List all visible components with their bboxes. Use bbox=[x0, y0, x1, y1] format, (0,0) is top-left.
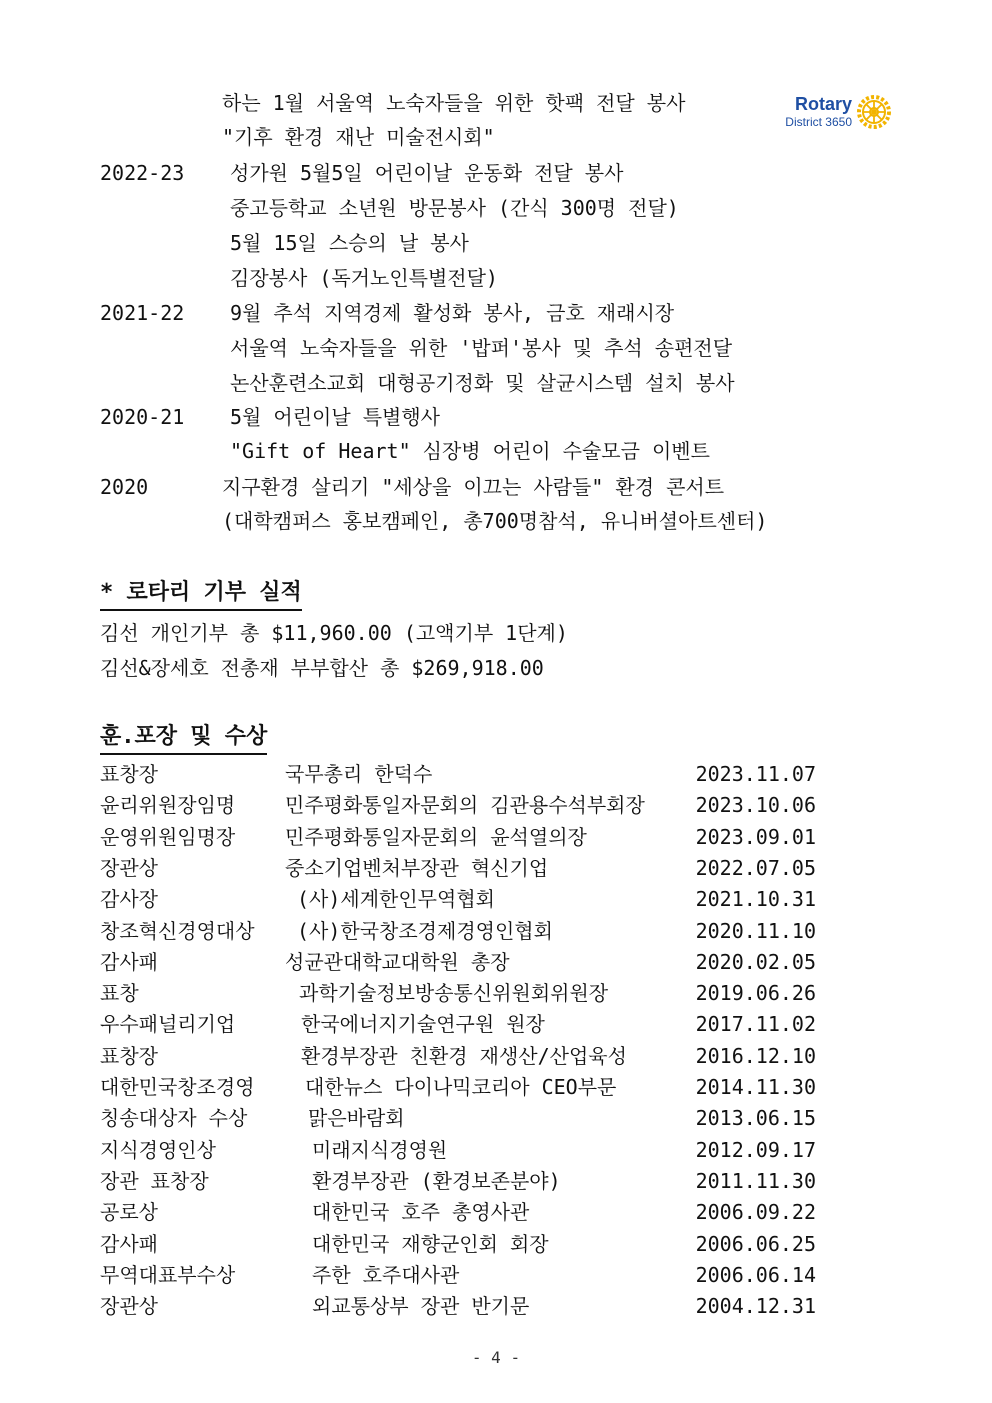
award-title: 장관상 bbox=[100, 855, 158, 880]
award-title: 윤리위원장임명 bbox=[100, 793, 236, 818]
award-row bbox=[100, 1198, 820, 1226]
award-organization: (사)한국창조경제경영인협회 bbox=[297, 918, 553, 943]
award-title: 장관 표창장 bbox=[100, 1168, 209, 1193]
service-line: 하는 1월 서울역 노숙자들을 위한 핫팩 전달 봉사 bbox=[222, 91, 686, 115]
donation-heading: * 로타리 기부 실적 bbox=[100, 578, 302, 611]
award-row bbox=[100, 1230, 820, 1258]
award-date: 2012.09.17 bbox=[695, 1137, 816, 1162]
award-row bbox=[100, 1010, 820, 1038]
award-title: 표창장 bbox=[100, 1043, 158, 1068]
service-year: 2020-21 bbox=[100, 405, 185, 429]
rotary-logo bbox=[780, 92, 892, 136]
award-organization: (사)세계한인무역협회 bbox=[297, 887, 495, 912]
award-organization: 환경부장관 (환경보존분야) bbox=[312, 1168, 561, 1193]
award-date: 2020.11.10 bbox=[695, 918, 816, 943]
award-date: 2020.02.05 bbox=[695, 949, 816, 974]
logo-text bbox=[780, 94, 852, 129]
service-line: 9월 추석 지역경제 활성화 봉사, 금호 재래시장 bbox=[230, 301, 675, 325]
service-line: 김장봉사 (독거노인특별전달) bbox=[230, 266, 498, 290]
award-row bbox=[100, 1136, 820, 1164]
award-organization: 한국에너지기술연구원 원장 bbox=[301, 1012, 545, 1037]
award-title: 우수패널리기업 bbox=[100, 1012, 236, 1037]
award-title: 무역대표부수상 bbox=[100, 1262, 236, 1287]
page-number: - 4 - bbox=[471, 1348, 521, 1367]
award-title: 창조혁신경영대상 bbox=[100, 918, 255, 943]
award-row bbox=[100, 885, 820, 913]
award-title: 장관상 bbox=[100, 1294, 158, 1319]
award-title: 공로상 bbox=[100, 1200, 158, 1225]
award-organization: 민주평화통일자문회의 윤석열의장 bbox=[285, 824, 587, 849]
award-date: 2019.06.26 bbox=[695, 981, 816, 1006]
award-title: 표창장 bbox=[100, 762, 158, 786]
service-line: "기후 환경 재난 미술전시회" bbox=[222, 125, 495, 149]
award-organization: 미래지식경영원 bbox=[312, 1137, 448, 1162]
award-date: 2023.10.06 bbox=[695, 793, 816, 818]
service-line: 지구환경 살리기 "세상을 이끄는 사람들" 환경 콘서트 bbox=[222, 475, 725, 499]
awards-heading: 훈.포장 및 수상 bbox=[100, 722, 267, 755]
rotary-wheel-icon bbox=[856, 94, 892, 130]
award-date: 2023.09.01 bbox=[695, 824, 816, 849]
award-row bbox=[100, 1104, 820, 1132]
award-row bbox=[100, 917, 820, 945]
award-organization: 대한뉴스 다이나믹코리아 CEO부문 bbox=[305, 1075, 617, 1099]
award-row bbox=[100, 1167, 820, 1195]
award-organization: 대한민국 재향군인회 회장 bbox=[312, 1231, 549, 1256]
service-year: 2021-22 bbox=[100, 301, 185, 325]
award-title: 감사패 bbox=[100, 1231, 158, 1256]
award-organization: 맑은바람회 bbox=[308, 1106, 405, 1131]
service-line: 서울역 노숙자들을 위한 '밥퍼'봉사 및 추석 송편전달 bbox=[230, 336, 733, 360]
award-row bbox=[100, 948, 820, 976]
logo-subtitle: District 3650 bbox=[785, 115, 852, 129]
award-date: 2006.06.14 bbox=[695, 1262, 816, 1287]
award-title: 지식경영인상 bbox=[100, 1137, 216, 1162]
award-organization: 대한민국 호주 총영사관 bbox=[312, 1200, 530, 1225]
award-date: 2016.12.10 bbox=[695, 1043, 816, 1068]
award-organization: 성균관대학교대학원 총장 bbox=[285, 949, 510, 974]
logo-title: Rotary bbox=[794, 94, 852, 114]
service-line: 성가원 5월5일 어린이날 운동화 전달 봉사 bbox=[230, 161, 624, 185]
award-date: 2022.07.05 bbox=[695, 855, 816, 880]
award-date: 2013.06.15 bbox=[695, 1106, 816, 1131]
service-line: "Gift of Heart" 심장병 어린이 수술모금 이벤트 bbox=[230, 439, 710, 463]
award-date: 2006.09.22 bbox=[695, 1200, 816, 1225]
award-date: 2006.06.25 bbox=[695, 1231, 816, 1256]
service-line: 5월 어린이날 특별행사 bbox=[230, 405, 441, 429]
award-date: 2017.11.02 bbox=[695, 1012, 816, 1037]
award-title: 운영위원임명장 bbox=[100, 824, 236, 849]
award-row bbox=[100, 979, 820, 1007]
award-title: 감사장 bbox=[100, 887, 158, 912]
award-date: 2021.10.31 bbox=[695, 887, 816, 912]
award-row bbox=[100, 1042, 820, 1070]
award-row bbox=[100, 760, 820, 788]
award-title: 표창 bbox=[100, 981, 139, 1006]
award-date: 2023.11.07 bbox=[695, 762, 816, 786]
award-organization: 주한 호주대사관 bbox=[312, 1262, 460, 1287]
service-line: (대학캠퍼스 홍보캠페인, 총700명참석, 유니버셜아트센터) bbox=[222, 509, 768, 533]
service-line: 논산훈련소교회 대형공기정화 및 살균시스템 설치 봉사 bbox=[230, 371, 735, 395]
award-row bbox=[100, 791, 820, 819]
award-organization: 중소기업벤처부장관 혁신기업 bbox=[285, 855, 549, 880]
award-organization: 외교통상부 장관 반기문 bbox=[312, 1294, 530, 1319]
donation-line: 김선&장세호 전총재 부부합산 총 $269,918.00 bbox=[100, 656, 544, 680]
award-organization: 민주평화통일자문회의 김관용수석부회장 bbox=[285, 793, 645, 818]
award-row bbox=[100, 854, 820, 882]
service-line: 중고등학교 소년원 방문봉사 (간식 300명 전달) bbox=[230, 196, 679, 220]
award-organization: 환경부장관 친환경 재생산/산업육성 bbox=[301, 1043, 627, 1068]
award-date: 2011.11.30 bbox=[695, 1168, 816, 1193]
award-row bbox=[100, 1261, 820, 1289]
donation-line: 김선 개인기부 총 $11,960.00 (고액기부 1단계) bbox=[100, 621, 568, 645]
award-title: 대한민국창조경영 bbox=[100, 1075, 255, 1099]
award-row bbox=[100, 1292, 820, 1320]
award-row bbox=[100, 823, 820, 851]
award-organization: 국무총리 한덕수 bbox=[285, 762, 433, 786]
award-title: 감사패 bbox=[100, 949, 158, 974]
award-date: 2014.11.30 bbox=[695, 1075, 816, 1099]
service-line: 5월 15일 스승의 날 봉사 bbox=[230, 231, 469, 255]
award-date: 2004.12.31 bbox=[695, 1294, 816, 1319]
award-row bbox=[100, 1073, 820, 1101]
award-title: 칭송대상자 수상 bbox=[100, 1106, 248, 1131]
service-year: 2020 bbox=[100, 475, 149, 499]
award-organization: 과학기술정보방송통신위원회위원장 bbox=[299, 981, 609, 1006]
service-year: 2022-23 bbox=[100, 161, 185, 185]
